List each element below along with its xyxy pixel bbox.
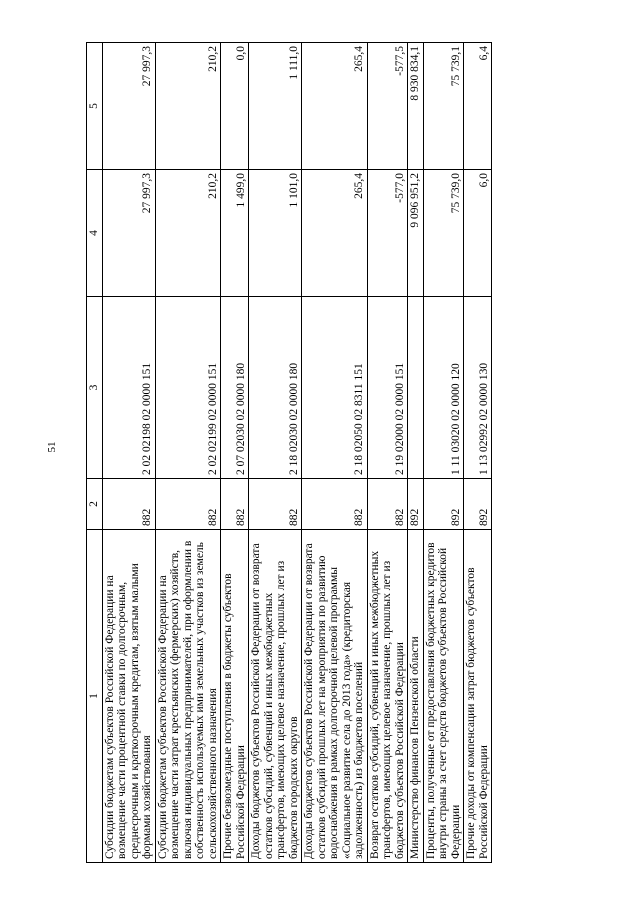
- row-value-4: 210,2: [155, 170, 221, 297]
- table-row: [302, 43, 368, 863]
- row-name: Министерство финансов Пензенской области: [408, 530, 424, 863]
- table-row: [423, 43, 464, 863]
- table-row: [367, 43, 408, 863]
- budget-revenue-table: [86, 42, 492, 863]
- row-value-4: 27 997,3: [102, 170, 155, 297]
- column-header-1: 1: [87, 530, 103, 863]
- row-value-4: 265,4: [302, 170, 368, 297]
- table-row: [155, 43, 221, 863]
- row-value-4: 75 739,0: [423, 170, 464, 297]
- row-admin-code: 882: [367, 479, 408, 530]
- row-value-5: 265,4: [302, 43, 368, 170]
- column-header-2: 2: [87, 479, 103, 530]
- row-admin-code: 882: [102, 479, 155, 530]
- table-row: [408, 43, 424, 863]
- row-budget-code: 2 18 02030 02 0000 180: [249, 297, 302, 479]
- row-budget-code: 2 19 02000 02 0000 151: [367, 297, 408, 479]
- row-admin-code: 882: [155, 479, 221, 530]
- column-header-3: 3: [87, 297, 103, 479]
- column-header-4: 4: [87, 170, 103, 297]
- table-row: [102, 43, 155, 863]
- row-value-5: 8 930 834,1: [408, 43, 424, 170]
- row-value-4: -577,0: [367, 170, 408, 297]
- page-number: 51: [46, 441, 58, 453]
- row-value-5: 6,4: [464, 43, 492, 170]
- row-admin-code: 882: [302, 479, 368, 530]
- row-name: Возврат остатков субсидий, субвенций и иных межбюджетных трансфертов, имеющих целевое назначение, прошлых лет из бюджетов субъектов Российской Федерации: [367, 530, 408, 863]
- row-value-5: 0,0: [221, 43, 249, 170]
- row-budget-code: 2 07 02030 02 0000 180: [221, 297, 249, 479]
- row-name: Прочие доходы от компенсации затрат бюджетов субъектов Российской Федерации: [464, 530, 492, 863]
- row-budget-code: 1 13 02992 02 0000 130: [464, 297, 492, 479]
- row-admin-code: 892: [464, 479, 492, 530]
- row-value-5: -577,5: [367, 43, 408, 170]
- row-value-5: 1 111,0: [249, 43, 302, 170]
- row-value-5: 210,2: [155, 43, 221, 170]
- row-budget-code: 2 18 02050 02 8311 151: [302, 297, 368, 479]
- row-value-4: 6,0: [464, 170, 492, 297]
- row-value-5: 75 739,1: [423, 43, 464, 170]
- row-value-4: 1 101,0: [249, 170, 302, 297]
- row-value-4: 9 096 951,2: [408, 170, 424, 297]
- row-name: Прочие безвозмездные поступления в бюджеты субъектов Российской Федерации: [221, 530, 249, 863]
- table-row: [221, 43, 249, 863]
- row-admin-code: 892: [423, 479, 464, 530]
- table-row: [464, 43, 492, 863]
- row-admin-code: 882: [221, 479, 249, 530]
- row-value-5: 27 997,3: [102, 43, 155, 170]
- row-budget-code: 2 02 02198 02 0000 151: [102, 297, 155, 479]
- row-budget-code: 1 11 03020 02 0000 120: [423, 297, 464, 479]
- row-admin-code: 892: [408, 479, 424, 530]
- row-name: Доходы бюджетов субъектов Российской Федерации от возврата остатков субсидий, субвенций и иных межбюджетных трансфертов, имеющих целевое назначение, прошлых лет из бюджетов городских округов: [249, 530, 302, 863]
- row-name: Субсидии бюджетам субъектов Российской Федерации на возмещение части процентной ставки по долгосрочным, среднесрочным и краткосрочным кредитам, взятым малыми формами хозяйствования: [102, 530, 155, 863]
- table-row: [249, 43, 302, 863]
- row-name: Проценты, полученные от предоставления бюджетных кредитов внутри страны за счет средств бюджетов субъектов Российской Федерации: [423, 530, 464, 863]
- column-header-5: 5: [87, 43, 103, 170]
- row-name: Доходы бюджетов субъектов Российской Федерации от возврата остатков субсидий прошлых лет на мероприятия по развитию водоснабжения в рамках долгосрочной целевой программы «Социальное развитие села до 2013 года» (кредиторская задолженность) из бюджетов поселений: [302, 530, 368, 863]
- row-name: Субсидии бюджетам субъектов Российской Федерации на возмещение части затрат крестьянских (фермерских) хозяйств, включая индивидуальных предпринимателей, при оформлении в собственность используемых ими земельных участков из земель сельскохозяйственного назначения: [155, 530, 221, 863]
- row-budget-code: [408, 297, 424, 479]
- row-value-4: 1 499,0: [221, 170, 249, 297]
- row-admin-code: 882: [249, 479, 302, 530]
- row-budget-code: 2 02 02199 02 0000 151: [155, 297, 221, 479]
- table-header-row: [87, 43, 103, 863]
